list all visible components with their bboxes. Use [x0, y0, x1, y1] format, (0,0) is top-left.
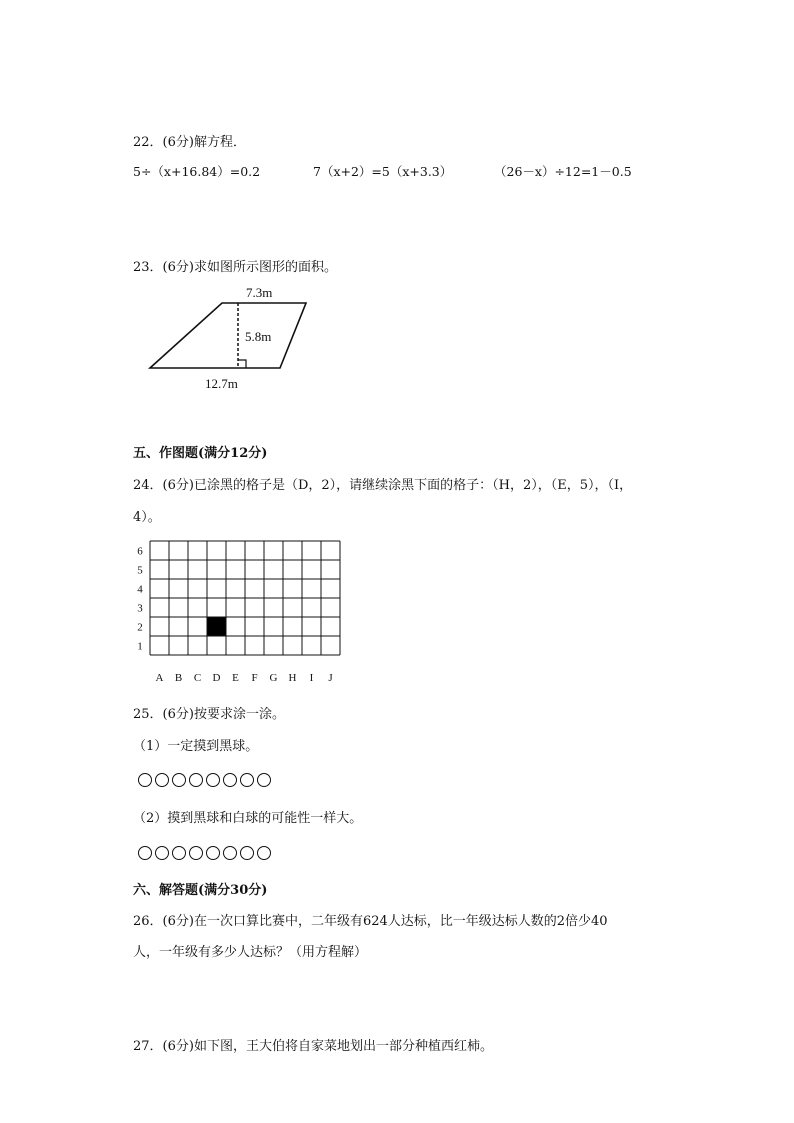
ball-circle[interactable] — [155, 846, 169, 860]
column-label: A — [155, 672, 164, 683]
right-angle-mark — [238, 360, 246, 368]
q26-line-1: 26．(6分)在一次口算比赛中，二年级有624人达标，比一年级达标人数的2倍少40 — [133, 914, 608, 929]
top-base-label: 7.3m — [246, 285, 273, 300]
column-label: I — [309, 672, 314, 683]
row-label: 2 — [137, 621, 143, 634]
q22-equation-1: 5÷（x+16.84）=0.2 — [133, 164, 261, 179]
ball-circle[interactable] — [206, 773, 220, 787]
q23-title: 23．(6分)求如图所示图形的面积。 — [133, 260, 337, 275]
bottom-base-label: 12.7m — [205, 376, 238, 391]
q27-title: 27．(6分)如下图，王大伯将自家菜地划出一部分种植西红柿。 — [133, 1039, 493, 1054]
height-label: 5.8m — [245, 329, 272, 344]
ball-circle[interactable] — [138, 773, 152, 787]
q25-part-2: （2）摸到黑球和白球的可能性一样大。 — [133, 811, 363, 826]
ball-circle[interactable] — [189, 846, 203, 860]
section-5-title: 五、作图题(满分12分) — [133, 446, 268, 461]
q25-title: 25．(6分)按要求涂一涂。 — [133, 707, 285, 722]
ball-circle[interactable] — [223, 846, 237, 860]
column-label: B — [174, 672, 183, 683]
circle-row-2 — [138, 842, 274, 861]
q22-equation-2: 7（x+2）=5（x+3.3） — [313, 164, 453, 179]
q24-line-2: 4）。 — [133, 510, 161, 525]
ball-circle[interactable] — [223, 773, 237, 787]
row-label: 4 — [137, 583, 143, 596]
section-6-title: 六、解答题(满分30分) — [133, 883, 268, 898]
ball-circle[interactable] — [257, 773, 271, 787]
q25-part-1: （1）一定摸到黑球。 — [133, 739, 259, 754]
row-label: 1 — [137, 640, 143, 653]
ball-circle[interactable] — [138, 846, 152, 860]
column-label: E — [232, 672, 239, 683]
coordinate-grid — [130, 533, 350, 683]
parallelogram-shape — [150, 303, 306, 368]
filled-cell — [207, 617, 226, 636]
ball-circle[interactable] — [189, 773, 203, 787]
q24-line-1: 24．(6分)已涂黑的格子是（D，2），请继续涂黑下面的格子：（H，2），（E，5），（I， — [133, 478, 633, 493]
ball-circle[interactable] — [155, 773, 169, 787]
ball-circle[interactable] — [172, 846, 186, 860]
column-label: G — [269, 672, 278, 683]
q26-line-2: 人，一年级有多少人达标？（用方程解） — [133, 945, 368, 960]
row-label: 5 — [137, 564, 143, 577]
q22-title: 22．(6分)解方程． — [133, 135, 246, 150]
ball-circle[interactable] — [240, 773, 254, 787]
column-label: C — [193, 672, 202, 683]
column-label: H — [288, 672, 297, 683]
ball-circle[interactable] — [172, 773, 186, 787]
ball-circle[interactable] — [257, 846, 271, 860]
column-label: D — [212, 672, 221, 683]
ball-circle[interactable] — [240, 846, 254, 860]
column-label: J — [328, 672, 333, 683]
column-label: F — [251, 672, 258, 683]
ball-circle[interactable] — [206, 846, 220, 860]
q22-equation-3: （26－x）÷12=1－0.5 — [494, 164, 632, 179]
row-label: 3 — [137, 602, 143, 615]
circle-row-1 — [138, 769, 274, 788]
row-label: 6 — [137, 545, 143, 558]
